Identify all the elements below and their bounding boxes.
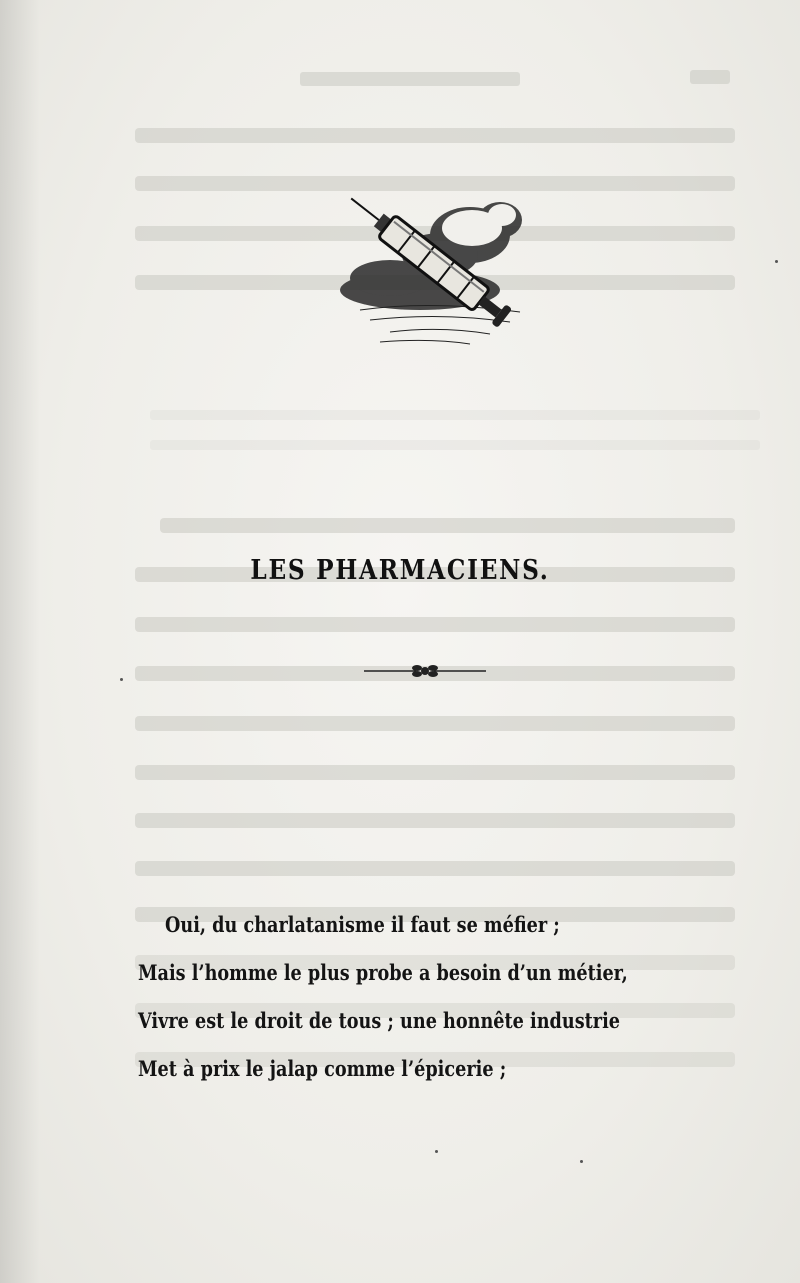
verse-line: Met à prix le jalap comme l’épicerie ; bbox=[138, 1056, 507, 1081]
verse-line: Mais l’homme le plus probe a besoin d’un métier, bbox=[138, 960, 628, 985]
verse-line: Oui, du charlatanisme il faut se méfier ; bbox=[165, 912, 560, 937]
verse-line: Vivre est le droit de tous ; une honnête industrie bbox=[138, 1008, 621, 1033]
syringe-engraving-icon bbox=[320, 160, 540, 360]
fleuron-ornament-icon bbox=[360, 660, 490, 682]
paper-speck bbox=[580, 1160, 583, 1163]
paper-speck bbox=[435, 1150, 438, 1153]
page-title: LES PHARMACIENS. bbox=[250, 555, 550, 586]
paper-speck bbox=[120, 678, 123, 681]
paper-speck bbox=[775, 260, 778, 263]
